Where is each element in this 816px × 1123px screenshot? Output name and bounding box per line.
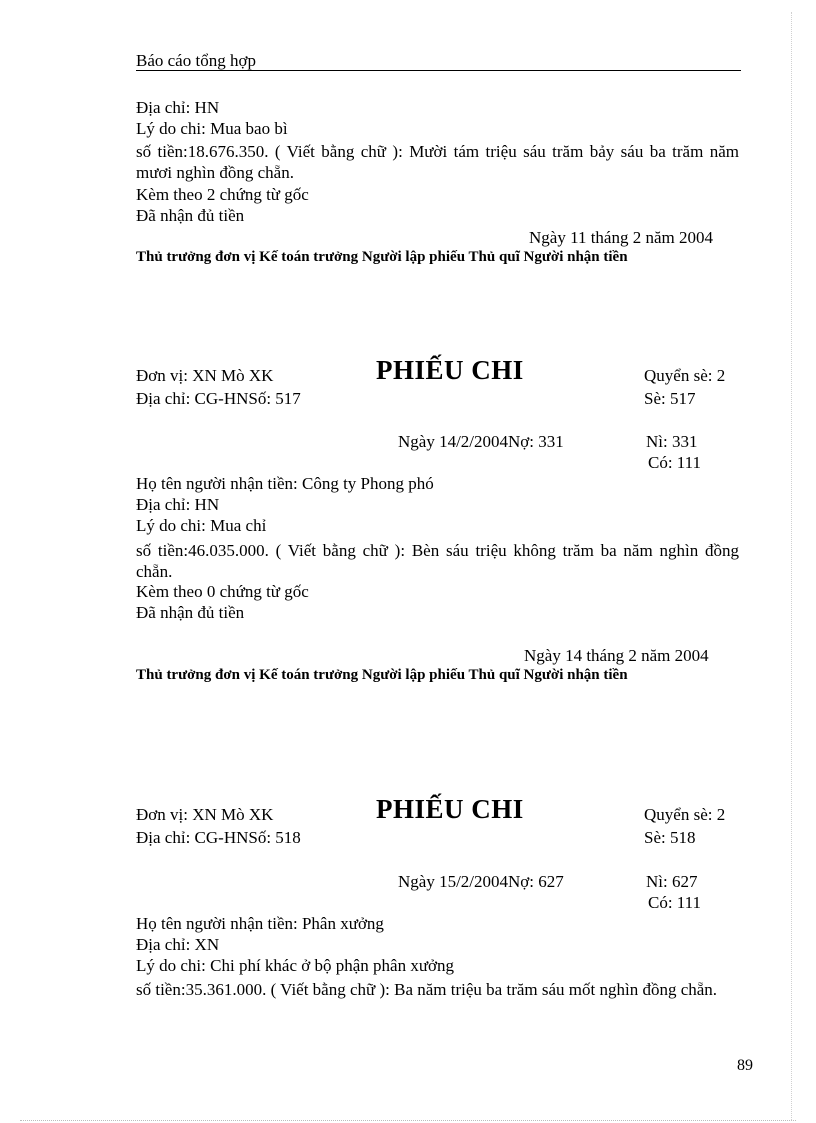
v2-title: PHIẾU CHI xyxy=(376,355,524,385)
v2-date: Ngày 14 tháng 2 năm 2004 xyxy=(524,646,709,665)
v3-date-debit: Ngày 15/2/2004Nợ: 627 xyxy=(398,872,564,891)
v2-co: Có: 111 xyxy=(648,453,702,472)
s1-date: Ngày 11 tháng 2 năm 2004 xyxy=(529,228,713,247)
page-number: 89 xyxy=(737,1057,753,1074)
v3-unit: Đơn vị: XN Mò XK xyxy=(136,805,274,824)
v2-recipient: Họ tên người nhận tiền: Công ty Phong phó xyxy=(136,474,434,493)
v2-amount: số tiền:46.035.000. ( Viết bằng chữ ): Bèn sáu triệu không trăm ba năm nghìn đồng chẵn. xyxy=(136,541,739,581)
s1-attachments: Kèm theo 2 chứng từ gốc xyxy=(136,185,309,204)
v2-attachments: Kèm theo 0 chứng từ gốc xyxy=(136,582,309,601)
v3-ni: Nì: 627 xyxy=(646,872,698,891)
s1-reason: Lý do chi: Mua bao bì xyxy=(136,119,288,138)
v3-reason: Lý do chi: Chi phí khác ở bộ phận phân xưởng xyxy=(136,956,455,975)
page-header-title: Báo cáo tổng hợp xyxy=(136,51,256,70)
v3-co: Có: 111 xyxy=(648,893,702,912)
v2-se: Sè: 517 xyxy=(644,389,696,408)
header-divider xyxy=(136,70,741,71)
v3-recipient: Họ tên người nhận tiền: Phân xưởng xyxy=(136,914,384,933)
v3-book: Quyển sè: 2 xyxy=(644,805,726,824)
v3-amount: số tiền:35.361.000. ( Viết bằng chữ ): Ba năm triệu ba trăm sáu mốt nghìn đồng chẵn. xyxy=(136,980,718,999)
v2-date-debit: Ngày 14/2/2004Nợ: 331 xyxy=(398,432,564,451)
v3-se: Sè: 518 xyxy=(644,828,696,847)
v3-title: PHIẾU CHI xyxy=(376,794,524,824)
v2-address: Địa chỉ: HN xyxy=(136,495,220,514)
s1-amount: số tiền:18.676.350. ( Viết bằng chữ ): Mười tám triệu sáu trăm bảy sáu ba trăm năm mươi nghìn đồng chẵn. xyxy=(136,142,739,182)
v2-unit: Đơn vị: XN Mò XK xyxy=(136,366,274,385)
page-right-border xyxy=(791,12,792,1120)
v3-address-number: Địa chỉ: CG-HNSố: 518 xyxy=(136,828,301,847)
v2-received: Đã nhận đủ tiền xyxy=(136,603,245,622)
v2-address-number: Địa chỉ: CG-HNSố: 517 xyxy=(136,389,301,408)
s1-address: Địa chỉ: HN xyxy=(136,98,220,117)
v2-book: Quyển sè: 2 xyxy=(644,366,726,385)
v3-address: Địa chỉ: XN xyxy=(136,935,220,954)
page-bottom-border xyxy=(20,1120,796,1121)
v2-signatures: Thủ trưởng đơn vị Kế toán trưởng Người lập phiếu Thủ quĩ Người nhận tiền xyxy=(136,667,628,683)
v2-ni: Nì: 331 xyxy=(646,432,698,451)
v2-reason: Lý do chi: Mua chỉ xyxy=(136,516,267,535)
s1-signatures: Thủ trưởng đơn vị Kế toán trưởng Người lập phiếu Thủ quĩ Người nhận tiền xyxy=(136,249,628,265)
s1-received: Đã nhận đủ tiền xyxy=(136,206,245,225)
